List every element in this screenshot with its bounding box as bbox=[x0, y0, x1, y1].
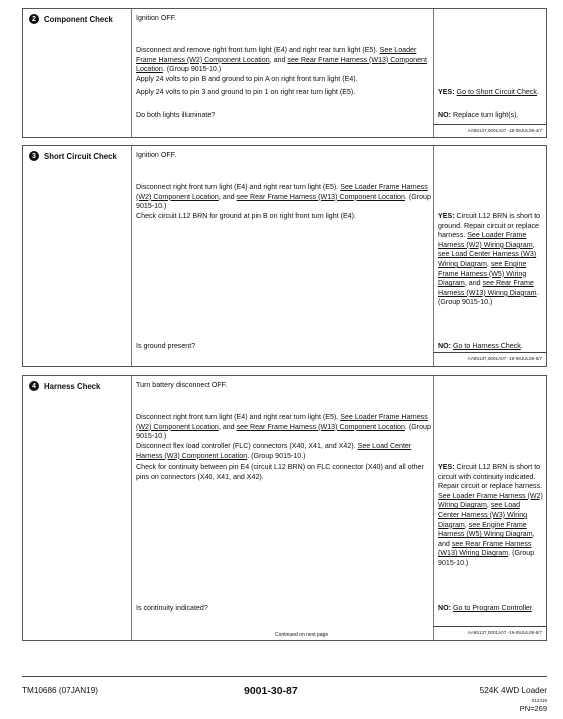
component-location-link[interactable]: See Load Center Harness (W3) Component Location bbox=[136, 442, 412, 460]
step-title bbox=[29, 14, 113, 24]
divider bbox=[433, 124, 546, 125]
wiring-diagram-link[interactable]: see Engine Frame Harness (W5) Wiring Diagram bbox=[438, 259, 527, 288]
go-to-harness-check-link[interactable]: Go to Harness Check bbox=[453, 342, 521, 350]
go-to-program-controller-link[interactable]: Go to Program Controller bbox=[453, 604, 532, 612]
column-divider bbox=[433, 376, 434, 640]
step-title bbox=[29, 381, 100, 391]
column-divider bbox=[131, 9, 132, 137]
footer-manual-id: TM10686 (07JAN19) bbox=[22, 686, 98, 695]
yes-result: YES: Circuit L12 BRN is short to circuit with continuity indicated. Repair circuit or replace harness. See Loader Frame Harness (W2) Wiring Diagram, see Load Center Harness (W3) Wiring Diagram, see Engine Frame Harness (W5) Wiring Diagram, and see Rear Frame Harness (W13) Wiring Diagram. (Group 9015-10.) bbox=[438, 463, 543, 567]
wiring-diagram-link[interactable]: See Loader Frame Harness (W2) Wiring Diagram bbox=[438, 491, 543, 510]
wiring-diagram-link[interactable]: see Engine Frame Harness (W5) Wiring Diagram bbox=[438, 520, 533, 539]
no-result: NO: Go to Harness Check. bbox=[438, 342, 523, 350]
reference-code: AA95137,0001A07 -19-09JUL08-4/7 bbox=[467, 128, 542, 133]
wiring-diagram-link[interactable]: see Rear Frame Harness (W13) Wiring Diagram bbox=[438, 539, 532, 558]
check-question: Is continuity indicated? bbox=[136, 604, 208, 612]
footer-machine-name: 524K 4WD Loader bbox=[479, 686, 547, 695]
instruction-text: Disconnect and remove right front turn light (E4) and right rear turn light (E5). See Loader Frame Harness (W2) Component Location, and see Rear Frame Harness (W13) Component Location. (Group 9015-10.) bbox=[136, 46, 427, 74]
column-divider bbox=[433, 146, 434, 366]
no-result: NO: Go to Program Controller. bbox=[438, 604, 534, 612]
component-location-link[interactable]: See Loader Frame Harness (W2) Component Location bbox=[136, 413, 428, 431]
step-title-text: Short Circuit Check bbox=[44, 151, 117, 161]
instruction-text: Apply 24 volts to pin B and ground to pin A on right front turn light (E4). bbox=[136, 75, 358, 83]
divider bbox=[433, 626, 546, 627]
divider bbox=[433, 352, 546, 353]
step-title bbox=[29, 151, 117, 161]
instruction-text: Ignition OFF. bbox=[136, 14, 177, 22]
instruction-text: Turn battery disconnect OFF. bbox=[136, 381, 228, 389]
instruction-text: Check for continuity between pin E4 (circuit L12 BRN) on FLC connector (X40) and all other pins on connectors (X40, X41, and X42). bbox=[136, 463, 424, 481]
continued-note: Continued on next page bbox=[275, 632, 329, 638]
column-divider bbox=[131, 146, 132, 366]
step-number-badge: 3 bbox=[29, 151, 39, 161]
component-location-link[interactable]: See Loader Frame Harness (W2) Component Location bbox=[136, 46, 417, 64]
instruction-text: Check circuit L12 BRN for ground at pin B on right front turn light (E4). bbox=[136, 212, 357, 220]
short-circuit-check-block bbox=[22, 145, 547, 367]
component-location-link[interactable]: see Rear Frame Harness (W13) Component Location bbox=[236, 192, 405, 201]
component-check-block bbox=[22, 8, 547, 138]
footer-code: 012419 bbox=[531, 698, 547, 703]
go-to-short-circuit-check-link[interactable]: Go to Short Circuit Check bbox=[456, 88, 537, 96]
step-number-badge: 4 bbox=[29, 381, 39, 391]
no-result: NO: Replace turn light(s). bbox=[438, 111, 519, 119]
component-location-link[interactable]: see Rear Frame Harness (W13) Component Location bbox=[136, 55, 427, 74]
wiring-diagram-link[interactable]: See Loader Frame Harness (W2) Wiring Diagram bbox=[438, 231, 533, 249]
wiring-diagram-link[interactable]: see Load Center Harness (W3) Wiring Diagram bbox=[438, 501, 528, 529]
instruction-text: Disconnect flex load controller (FLC) connectors (X40, X41, and X42). See Load Center Harness (W3) Component Location. (Group 9015-10.) bbox=[136, 442, 412, 460]
footer-rule bbox=[22, 676, 547, 677]
column-divider bbox=[433, 9, 434, 137]
instruction-text: Disconnect right front turn light (E4) and right rear turn light (E5). See Loader Frame Harness (W2) Component Location, and see Rear Frame Harness (W13) Component Location. (Group 9015-10.) bbox=[136, 413, 431, 441]
reference-code: AA95137,0001A07 -19-09JUL08-6/7 bbox=[467, 630, 542, 635]
instruction-text: Ignition OFF. bbox=[136, 151, 177, 159]
step-number-badge: 2 bbox=[29, 14, 39, 24]
component-location-link[interactable]: see Rear Frame Harness (W13) Component Location bbox=[236, 422, 405, 431]
instruction-text: Apply 24 volts to pin 3 and ground to pin 1 on right rear turn light (E5). bbox=[136, 88, 356, 96]
footer-pn: PN=269 bbox=[519, 704, 547, 713]
step-title-text: Harness Check bbox=[44, 381, 101, 391]
reference-code: AA95137,0001A07 -19-09JUL08-5/7 bbox=[467, 356, 542, 361]
yes-result: YES: Go to Short Circuit Check. bbox=[438, 88, 539, 96]
column-divider bbox=[131, 376, 132, 640]
component-location-link[interactable]: See Loader Frame Harness (W2) Component Location bbox=[136, 183, 428, 201]
footer-page-number: 9001-30-87 bbox=[244, 685, 298, 697]
wiring-diagram-link[interactable]: see Load Center Harness (W3) Wiring Diagram bbox=[438, 250, 537, 268]
instruction-text: Disconnect right front turn light (E4) and right rear turn light (E5). See Loader Frame Harness (W2) Component Location, and see Rear Frame Harness (W13) Component Location. (Group 9015-10.) bbox=[136, 183, 431, 211]
harness-check-block bbox=[22, 375, 547, 641]
check-question: Is ground present? bbox=[136, 342, 196, 350]
wiring-diagram-link[interactable]: see Rear Frame Harness (W13) Wiring Diagram bbox=[438, 279, 537, 297]
check-question: Do both lights illuminate? bbox=[136, 111, 216, 119]
step-title-text: Component Check bbox=[44, 14, 113, 24]
yes-result: YES: Circuit L12 BRN is short to ground. Repair circuit or replace harness. See Loader Frame Harness (W2) Wiring Diagram, see Load Center Harness (W3) Wiring Diagram, see Engine Frame Harness (W5) Wiring Diagram, and see Rear Frame Harness (W13) Wiring Diagram. (Group 9015-10.) bbox=[438, 212, 541, 307]
